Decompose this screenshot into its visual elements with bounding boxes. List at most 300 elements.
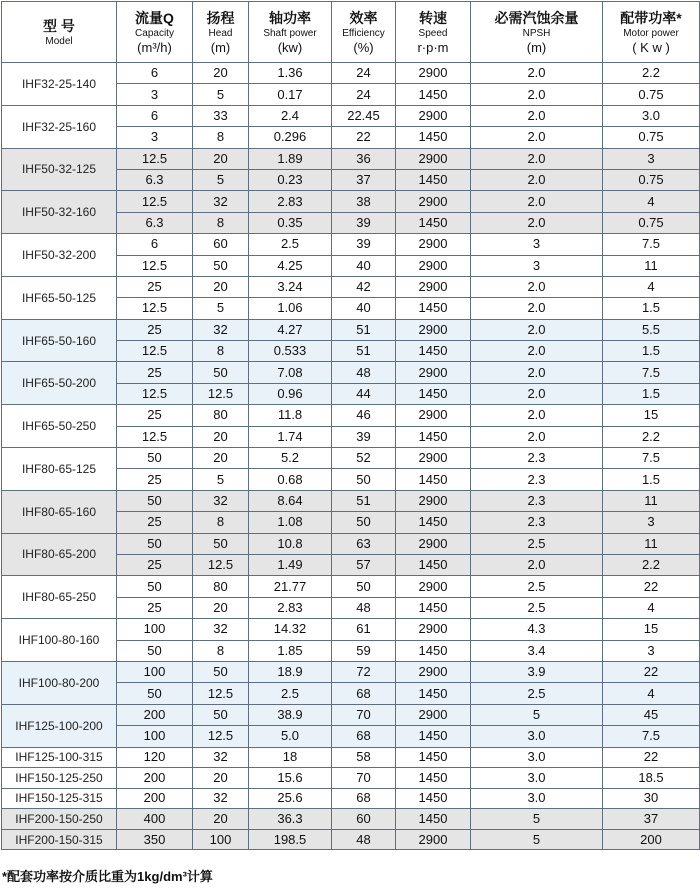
- data-cell: 12.5: [193, 683, 249, 704]
- model-cell: IHF100-80-160: [2, 619, 117, 662]
- model-cell: IHF200-150-315: [2, 829, 117, 850]
- data-cell: 3: [603, 148, 700, 169]
- data-cell: 1450: [396, 212, 471, 233]
- data-cell: 3.9: [471, 661, 603, 682]
- data-cell: 22: [603, 747, 700, 768]
- data-cell: 12.5: [117, 383, 193, 404]
- data-cell: 1450: [396, 554, 471, 575]
- header-cn: 扬程: [206, 9, 235, 26]
- data-cell: 60: [332, 809, 396, 830]
- data-cell: 3.0: [603, 105, 700, 126]
- data-cell: 1.36: [249, 63, 332, 84]
- header-en: Capacity: [135, 27, 174, 39]
- data-cell: 200: [603, 829, 700, 850]
- model-cell: IHF200-150-250: [2, 809, 117, 830]
- header-cell: [471, 2, 603, 63]
- data-cell: 2.5: [471, 533, 603, 554]
- data-cell: 20: [193, 448, 249, 469]
- data-cell: 59: [332, 640, 396, 661]
- data-cell: 100: [193, 829, 249, 850]
- data-cell: 200: [117, 704, 193, 725]
- data-cell: 18.9: [249, 661, 332, 682]
- data-cell: 5: [471, 704, 603, 725]
- table-row: [2, 619, 700, 640]
- data-cell: 12.5: [117, 191, 193, 212]
- header-row: [2, 2, 700, 63]
- table-row: [2, 319, 700, 340]
- model-cell: IHF80-65-250: [2, 576, 117, 619]
- data-cell: 38: [332, 191, 396, 212]
- data-cell: 2.5: [249, 234, 332, 255]
- data-cell: 1450: [396, 597, 471, 618]
- data-cell: 15: [603, 619, 700, 640]
- data-cell: 50: [117, 448, 193, 469]
- data-cell: 5.5: [603, 319, 700, 340]
- data-cell: 24: [332, 84, 396, 105]
- data-cell: 2.4: [249, 105, 332, 126]
- data-cell: 46: [332, 405, 396, 426]
- data-cell: 5.2: [249, 448, 332, 469]
- header-unit: (kw): [277, 39, 303, 55]
- table-row: [2, 362, 700, 383]
- data-cell: 50: [193, 661, 249, 682]
- data-cell: 10.8: [249, 533, 332, 554]
- data-cell: 4: [603, 683, 700, 704]
- data-cell: 3: [471, 255, 603, 276]
- data-cell: 0.68: [249, 469, 332, 490]
- data-cell: 1450: [396, 169, 471, 190]
- data-cell: 4.27: [249, 319, 332, 340]
- data-cell: 12.5: [117, 148, 193, 169]
- data-cell: 2.0: [471, 148, 603, 169]
- data-cell: 1450: [396, 683, 471, 704]
- data-cell: 3: [117, 84, 193, 105]
- data-cell: 3.4: [471, 640, 603, 661]
- data-cell: 1450: [396, 768, 471, 789]
- header-unit: ( K w ): [632, 39, 670, 55]
- data-cell: 50: [332, 469, 396, 490]
- data-cell: 3: [117, 127, 193, 148]
- data-cell: 25.6: [249, 788, 332, 809]
- header-cn: 转速: [419, 9, 447, 26]
- table-header: [2, 2, 700, 63]
- data-cell: 80: [193, 405, 249, 426]
- data-cell: 2.0: [471, 554, 603, 575]
- data-cell: 40: [332, 255, 396, 276]
- table-row: [2, 829, 700, 850]
- footnote: *配套功率按介质比重为1kg/dm³计算: [2, 869, 213, 884]
- data-cell: 50: [117, 490, 193, 511]
- data-cell: 25: [117, 597, 193, 618]
- model-cell: IHF65-50-160: [2, 319, 117, 362]
- data-cell: 20: [193, 426, 249, 447]
- data-cell: 70: [332, 768, 396, 789]
- data-cell: 50: [117, 576, 193, 597]
- data-cell: 6.3: [117, 169, 193, 190]
- data-cell: 0.75: [603, 169, 700, 190]
- data-cell: 2.83: [249, 191, 332, 212]
- data-cell: 50: [332, 512, 396, 533]
- table-body: [2, 63, 700, 850]
- model-cell: IHF80-65-200: [2, 533, 117, 576]
- data-cell: 52: [332, 448, 396, 469]
- data-cell: 12.5: [117, 426, 193, 447]
- model-cell: IHF100-80-200: [2, 661, 117, 704]
- data-cell: 0.35: [249, 212, 332, 233]
- data-cell: 32: [193, 319, 249, 340]
- data-cell: 2.0: [471, 84, 603, 105]
- model-cell: IHF65-50-250: [2, 405, 117, 448]
- data-cell: 2900: [396, 319, 471, 340]
- header-cell: [603, 2, 700, 63]
- data-cell: 8.64: [249, 490, 332, 511]
- data-cell: 2900: [396, 276, 471, 297]
- model-cell: IHF150-125-250: [2, 768, 117, 789]
- data-cell: 2900: [396, 234, 471, 255]
- header-cn: 型 号: [43, 17, 75, 34]
- data-cell: 1450: [396, 726, 471, 747]
- data-cell: 42: [332, 276, 396, 297]
- data-cell: 12.5: [193, 554, 249, 575]
- table-row: [2, 105, 700, 126]
- data-cell: 2.0: [471, 105, 603, 126]
- data-cell: 8: [193, 640, 249, 661]
- header-cell: [2, 2, 117, 63]
- data-cell: 18: [249, 747, 332, 768]
- data-cell: 2.0: [471, 362, 603, 383]
- table-row: [2, 448, 700, 469]
- data-cell: 2.0: [471, 298, 603, 319]
- data-cell: 24: [332, 63, 396, 84]
- data-cell: 4: [603, 597, 700, 618]
- model-cell: IHF65-50-200: [2, 362, 117, 405]
- header-cn: 轴功率: [269, 9, 311, 26]
- header-en: Efficiency: [342, 27, 385, 39]
- data-cell: 0.296: [249, 127, 332, 148]
- data-cell: 400: [117, 809, 193, 830]
- data-cell: 2900: [396, 405, 471, 426]
- data-cell: 2.83: [249, 597, 332, 618]
- data-cell: 2.0: [471, 319, 603, 340]
- model-cell: IHF125-100-200: [2, 704, 117, 747]
- data-cell: 1450: [396, 341, 471, 362]
- table-row: [2, 768, 700, 789]
- data-cell: 50: [193, 362, 249, 383]
- table-row: [2, 276, 700, 297]
- data-cell: 48: [332, 597, 396, 618]
- data-cell: 15.6: [249, 768, 332, 789]
- data-cell: 1450: [396, 788, 471, 809]
- data-cell: 5: [193, 298, 249, 319]
- data-cell: 12.5: [193, 726, 249, 747]
- data-cell: 20: [193, 597, 249, 618]
- data-cell: 2.5: [471, 683, 603, 704]
- pump-performance-table: [1, 1, 700, 850]
- data-cell: 2.0: [471, 383, 603, 404]
- data-cell: 32: [193, 619, 249, 640]
- header-unit: (m³/h): [137, 39, 172, 55]
- header-en: Model: [45, 35, 73, 47]
- data-cell: 1450: [396, 640, 471, 661]
- table-row: [2, 809, 700, 830]
- data-cell: 80: [193, 576, 249, 597]
- data-cell: 2900: [396, 490, 471, 511]
- data-cell: 2900: [396, 533, 471, 554]
- data-cell: 5: [471, 829, 603, 850]
- header-cell: [193, 2, 249, 63]
- data-cell: 2.5: [471, 597, 603, 618]
- data-cell: 25: [117, 512, 193, 533]
- data-cell: 2.2: [603, 426, 700, 447]
- data-cell: 25: [117, 554, 193, 575]
- data-cell: 22: [603, 661, 700, 682]
- data-cell: 22: [603, 576, 700, 597]
- header-cell: [332, 2, 396, 63]
- data-cell: 2.0: [471, 191, 603, 212]
- data-cell: 4: [603, 276, 700, 297]
- data-cell: 1450: [396, 298, 471, 319]
- data-cell: 1.08: [249, 512, 332, 533]
- data-cell: 7.08: [249, 362, 332, 383]
- data-cell: 2900: [396, 704, 471, 725]
- data-cell: 2.0: [471, 169, 603, 190]
- data-cell: 68: [332, 788, 396, 809]
- data-cell: 8: [193, 341, 249, 362]
- data-cell: 30: [603, 788, 700, 809]
- data-cell: 3: [471, 234, 603, 255]
- data-cell: 70: [332, 704, 396, 725]
- data-cell: 5: [193, 169, 249, 190]
- data-cell: 45: [603, 704, 700, 725]
- data-cell: 50: [193, 255, 249, 276]
- data-cell: 3.0: [471, 747, 603, 768]
- data-cell: 33: [193, 105, 249, 126]
- data-cell: 2.5: [249, 683, 332, 704]
- table-row: [2, 533, 700, 554]
- data-cell: 50: [117, 640, 193, 661]
- model-cell: IHF80-65-125: [2, 448, 117, 491]
- data-cell: 11: [603, 533, 700, 554]
- data-cell: 2.2: [603, 554, 700, 575]
- data-cell: 0.75: [603, 127, 700, 148]
- data-cell: 20: [193, 768, 249, 789]
- data-cell: 60: [193, 234, 249, 255]
- data-cell: 25: [117, 405, 193, 426]
- model-cell: IHF65-50-125: [2, 276, 117, 319]
- data-cell: 51: [332, 490, 396, 511]
- data-cell: 1450: [396, 809, 471, 830]
- data-cell: 63: [332, 533, 396, 554]
- data-cell: 8: [193, 512, 249, 533]
- table-row: [2, 405, 700, 426]
- data-cell: 50: [193, 704, 249, 725]
- data-cell: 2.0: [471, 426, 603, 447]
- data-cell: 32: [193, 788, 249, 809]
- data-cell: 100: [117, 726, 193, 747]
- data-cell: 0.75: [603, 212, 700, 233]
- data-cell: 2.0: [471, 405, 603, 426]
- data-cell: 2.3: [471, 512, 603, 533]
- data-cell: 2900: [396, 362, 471, 383]
- data-cell: 2.2: [603, 63, 700, 84]
- data-cell: 3.0: [471, 768, 603, 789]
- data-cell: 11.8: [249, 405, 332, 426]
- data-cell: 39: [332, 426, 396, 447]
- data-cell: 3.0: [471, 788, 603, 809]
- data-cell: 36: [332, 148, 396, 169]
- data-cell: 6.3: [117, 212, 193, 233]
- data-cell: 15: [603, 405, 700, 426]
- data-cell: 11: [603, 490, 700, 511]
- data-cell: 2.0: [471, 276, 603, 297]
- data-cell: 5: [471, 809, 603, 830]
- model-cell: IHF32-25-140: [2, 63, 117, 106]
- model-cell: IHF50-32-160: [2, 191, 117, 234]
- data-cell: 57: [332, 554, 396, 575]
- data-cell: 0.17: [249, 84, 332, 105]
- data-cell: 58: [332, 747, 396, 768]
- data-cell: 1.49: [249, 554, 332, 575]
- header-en: Speed: [418, 27, 448, 39]
- header-en: NPSH: [522, 27, 551, 39]
- data-cell: 20: [193, 809, 249, 830]
- data-cell: 2.5: [471, 576, 603, 597]
- header-en: Shaft power: [263, 27, 317, 39]
- data-cell: 1.89: [249, 148, 332, 169]
- header-unit: (m): [210, 39, 231, 55]
- data-cell: 2900: [396, 105, 471, 126]
- data-cell: 22.45: [332, 105, 396, 126]
- table-row: [2, 191, 700, 212]
- data-cell: 200: [117, 788, 193, 809]
- data-cell: 18.5: [603, 768, 700, 789]
- data-cell: 5: [193, 469, 249, 490]
- data-cell: 37: [332, 169, 396, 190]
- header-unit: (%): [353, 39, 374, 55]
- data-cell: 1.85: [249, 640, 332, 661]
- data-cell: 0.75: [603, 84, 700, 105]
- table-row: [2, 576, 700, 597]
- header-en: Motor power: [623, 27, 679, 39]
- table-row: [2, 234, 700, 255]
- header-cn: 配带功率*: [620, 9, 682, 26]
- data-cell: 1450: [396, 383, 471, 404]
- data-cell: 12.5: [117, 341, 193, 362]
- data-cell: 12.5: [193, 383, 249, 404]
- data-cell: 25: [117, 469, 193, 490]
- data-cell: 68: [332, 683, 396, 704]
- data-cell: 1.74: [249, 426, 332, 447]
- data-cell: 1450: [396, 127, 471, 148]
- data-cell: 100: [117, 619, 193, 640]
- data-cell: 2.0: [471, 341, 603, 362]
- data-cell: 11: [603, 255, 700, 276]
- data-cell: 72: [332, 661, 396, 682]
- data-cell: 51: [332, 319, 396, 340]
- data-cell: 2900: [396, 148, 471, 169]
- data-cell: 1450: [396, 747, 471, 768]
- data-cell: 0.23: [249, 169, 332, 190]
- data-cell: 1450: [396, 512, 471, 533]
- data-cell: 0.96: [249, 383, 332, 404]
- data-cell: 1.5: [603, 341, 700, 362]
- data-cell: 3.0: [471, 726, 603, 747]
- model-cell: IHF80-65-160: [2, 490, 117, 533]
- data-cell: 350: [117, 829, 193, 850]
- data-cell: 100: [117, 661, 193, 682]
- header-cn: 效率: [349, 9, 378, 26]
- data-cell: 12.5: [117, 255, 193, 276]
- data-cell: 8: [193, 127, 249, 148]
- model-cell: IHF50-32-200: [2, 234, 117, 277]
- model-cell: IHF32-25-160: [2, 105, 117, 148]
- data-cell: 5: [193, 84, 249, 105]
- data-cell: 37: [603, 809, 700, 830]
- data-cell: 6: [117, 105, 193, 126]
- data-cell: 200: [117, 768, 193, 789]
- header-cn: 必需汽蚀余量: [494, 9, 579, 26]
- data-cell: 7.5: [603, 234, 700, 255]
- data-cell: 5.0: [249, 726, 332, 747]
- data-cell: 2900: [396, 661, 471, 682]
- data-cell: 68: [332, 726, 396, 747]
- data-cell: 22: [332, 127, 396, 148]
- data-cell: 2900: [396, 448, 471, 469]
- header-cn: 流量Q: [135, 9, 174, 26]
- table-row: [2, 788, 700, 809]
- data-cell: 50: [332, 576, 396, 597]
- data-cell: 4.25: [249, 255, 332, 276]
- data-cell: 39: [332, 212, 396, 233]
- data-cell: 8: [193, 212, 249, 233]
- data-cell: 4: [603, 191, 700, 212]
- data-cell: 2900: [396, 255, 471, 276]
- data-cell: 2.0: [471, 63, 603, 84]
- data-cell: 2.0: [471, 212, 603, 233]
- data-cell: 39: [332, 234, 396, 255]
- data-cell: 48: [332, 362, 396, 383]
- data-cell: 0.533: [249, 341, 332, 362]
- data-cell: 1450: [396, 426, 471, 447]
- data-cell: 7.5: [603, 726, 700, 747]
- data-cell: 14.32: [249, 619, 332, 640]
- data-cell: 6: [117, 234, 193, 255]
- data-cell: 32: [193, 191, 249, 212]
- data-cell: 32: [193, 490, 249, 511]
- data-cell: 2900: [396, 191, 471, 212]
- model-cell: IHF125-100-315: [2, 747, 117, 768]
- data-cell: 1450: [396, 469, 471, 490]
- data-cell: 32: [193, 747, 249, 768]
- header-unit: r·p·m: [417, 39, 449, 55]
- table-row: [2, 704, 700, 725]
- data-cell: 1450: [396, 84, 471, 105]
- header-cell: [396, 2, 471, 63]
- data-cell: 20: [193, 148, 249, 169]
- header-cell: [249, 2, 332, 63]
- data-cell: 3: [603, 512, 700, 533]
- data-cell: 50: [117, 683, 193, 704]
- table-row: [2, 63, 700, 84]
- header-unit: (m): [526, 39, 547, 55]
- data-cell: 1.5: [603, 298, 700, 319]
- data-cell: 198.5: [249, 829, 332, 850]
- model-cell: IHF50-32-125: [2, 148, 117, 191]
- data-cell: 61: [332, 619, 396, 640]
- table-row: [2, 747, 700, 768]
- data-cell: 2900: [396, 576, 471, 597]
- data-cell: 7.5: [603, 448, 700, 469]
